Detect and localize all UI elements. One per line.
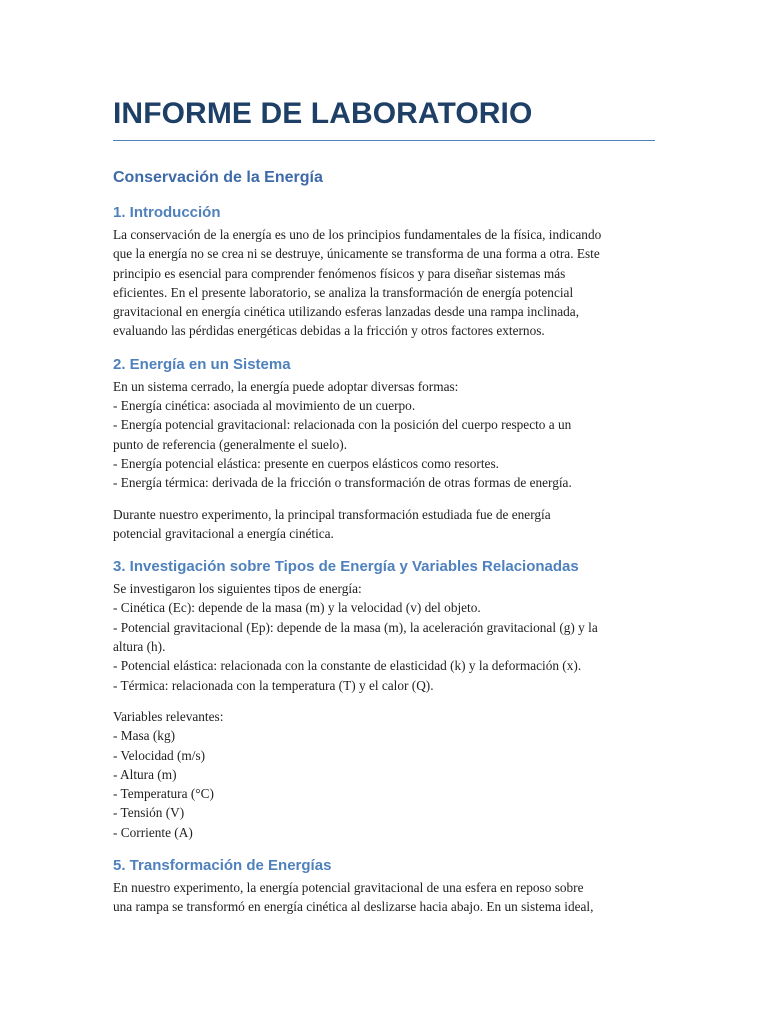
paragraph: [113, 878, 655, 917]
list-item: - Potencial elástica: relacionada con la constante de elasticidad (k) y la deformación (x).: [113, 658, 582, 674]
paragraph: [113, 377, 655, 493]
list-item: - Potencial gravitacional (Ep): depende de la masa (m), la aceleración gravitacional (g) y la: [113, 619, 598, 635]
section-heading: 5. Transformación de Energías: [113, 857, 332, 875]
section-investigacion: [113, 557, 655, 842]
text-line: Se investigaron los siguientes tipos de energía:: [113, 581, 362, 597]
title-underline: [113, 140, 655, 141]
section-introduccion: [113, 203, 655, 341]
text-line: una rampa se transformó en energía cinética al deslizarse hacia abajo. En un sistema ideal,: [113, 899, 594, 915]
section-energia-sistema: [113, 355, 655, 543]
list-item: - Térmica: relacionada con la temperatura (T) y el calor (Q).: [113, 677, 434, 693]
paragraph: [113, 579, 655, 695]
list-item: - Velocidad (m/s): [113, 747, 206, 763]
text-line: La conservación de la energía es uno de los principios fundamentales de la física, indicando: [113, 227, 602, 242]
text-line: En nuestro experimento, la energía potencial gravitacional de una esfera en reposo sobre: [113, 880, 584, 896]
text-line: principio es esencial para comprender fenómenos físicos y para diseñar sistemas más: [113, 265, 566, 281]
text-line: En un sistema cerrado, la energía puede adoptar diversas formas:: [113, 378, 459, 394]
text-line: eficientes. En el presente laboratorio, se analiza la transformación de energía potencial: [113, 284, 574, 300]
text-line: Durante nuestro experimento, la principal transformación estudiada fue de energía: [113, 506, 551, 522]
list-item: - Energía potencial gravitacional: relacionada con la posición del cuerpo respecto a un: [113, 417, 572, 433]
list-item: - Corriente (A): [113, 824, 193, 840]
section-transformacion: [113, 856, 655, 917]
list-item: - Energía cinética: asociada al movimiento de un cuerpo.: [113, 398, 416, 414]
list-item: altura (h).: [113, 639, 166, 655]
document-title: INFORME DE LABORATORIO: [113, 97, 533, 130]
paragraph: [113, 505, 655, 544]
text-line: que la energía no se crea ni se destruye, únicamente se transforma de una forma a otra. Este: [113, 246, 600, 262]
section-heading: 3. Investigación sobre Tipos de Energía y Variables Relacionadas: [113, 558, 579, 576]
document-subtitle: Conservación de la Energía: [113, 169, 323, 186]
section-heading: 1. Introducción: [113, 204, 221, 221]
list-item: - Cinética (Ec): depende de la masa (m) y la velocidad (v) del objeto.: [113, 600, 481, 616]
text-line: Variables relevantes:: [113, 708, 224, 724]
text-line: potencial gravitacional a energía cinética.: [113, 525, 334, 541]
text-line: evaluando las pérdidas energéticas debidas a la fricción y otros factores externos.: [113, 323, 545, 339]
list-item: - Altura (m): [113, 766, 177, 782]
paragraph: [113, 707, 655, 842]
list-item: - Tensión (V): [113, 805, 185, 821]
paragraph: [113, 225, 655, 341]
document-content: [113, 94, 655, 917]
list-item: - Temperatura (°C): [113, 786, 214, 802]
text-line: gravitacional en energía cinética utilizando esferas lanzadas desde una rampa inclinada,: [113, 304, 580, 320]
list-item: punto de referencia (generalmente el suelo).: [113, 436, 348, 452]
list-item: - Energía térmica: derivada de la fricción o transformación de otras formas de energía.: [113, 475, 572, 491]
list-item: - Energía potencial elástica: presente en cuerpos elásticos como resortes.: [113, 455, 499, 471]
section-heading: 2. Energía en un Sistema: [113, 355, 291, 373]
list-item: - Masa (kg): [113, 728, 176, 744]
